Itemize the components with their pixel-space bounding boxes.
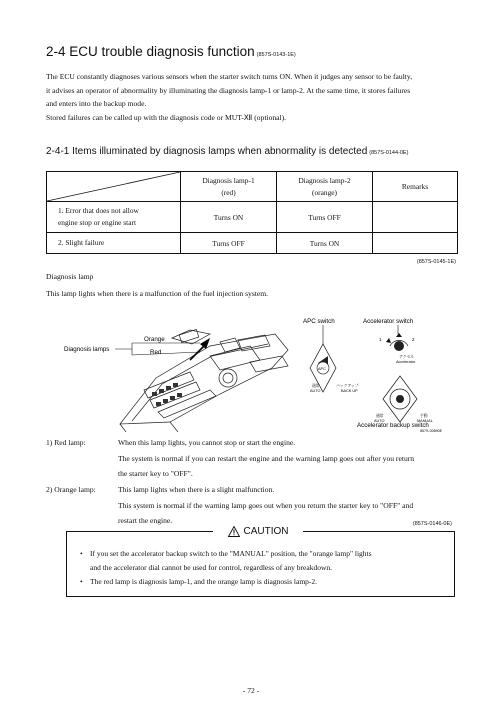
label-acc-1: 1 — [379, 337, 382, 342]
label-diagnosis-lamps: Diagnosis lamps — [64, 346, 110, 353]
label-accelerator-switch: Accelerator switch — [363, 318, 414, 325]
header-lamp1-line2: (red) — [221, 187, 236, 197]
label-backup-switch: Accelerator backup switch — [357, 422, 429, 429]
orange-lamp-line: restart the engine. — [118, 516, 173, 525]
label-auto2-jp: 通常 — [376, 414, 384, 418]
label-acc-2: 2 — [412, 337, 415, 342]
caution-title: CAUTION — [243, 525, 289, 537]
section-title-text: 2-4 ECU trouble diagnosis function — [46, 44, 255, 59]
label-red: Red — [150, 349, 162, 356]
red-lamp-line: The system is normal if you can restart the engine and the warning lamp goes out after you return — [118, 453, 415, 463]
header-lamp1-line1: Diagnosis lamp-1 — [202, 175, 255, 185]
label-orange: Orange — [144, 336, 165, 343]
panel-figure — [60, 316, 460, 432]
caution-item-text: If you set the accelerator backup switch to the "MANUAL" position, the "orange lamp" lights — [90, 549, 372, 558]
row-lamp1: Turns ON — [181, 202, 277, 233]
diagonal-line — [47, 172, 180, 201]
label-manual-jp: 手動 — [420, 414, 428, 418]
label-auto: AUTO — [310, 389, 321, 393]
caution-header — [213, 523, 303, 539]
label-backup: BACK UP — [341, 389, 358, 393]
backup-switch-drawing — [383, 376, 417, 422]
section-code: (857S-0143-1E) — [256, 52, 296, 58]
caution-list — [80, 547, 450, 589]
header-lamp2-line2: (orange) — [311, 187, 338, 197]
caution-item — [80, 547, 450, 575]
label-accel-jp: アクセル — [399, 355, 415, 359]
accelerator-switch-drawing — [386, 333, 408, 351]
panel-switches — [152, 383, 182, 406]
label-backup-jp: バックアップ — [336, 384, 359, 388]
row-remarks — [373, 202, 458, 233]
table-row — [47, 202, 458, 233]
table-corner-cell — [47, 172, 181, 202]
subsection-code: (857S-0144-0E) — [369, 150, 409, 156]
row-item: 2. Slight failure — [47, 233, 181, 254]
table-code: (857S-0145-1E) — [416, 259, 456, 265]
label-auto-jp: 通常 — [312, 384, 320, 388]
row-lamp1: Turns OFF — [181, 233, 277, 254]
lamp-description: This lamp lights when there is a malfunction of the fuel injection system. — [46, 289, 269, 298]
intro-line: The ECU constantly diagnoses various sensors when the starter switch turns ON. When it judges any sensor to be faulty, — [46, 72, 413, 81]
lamp-title: Diagnosis lamp — [46, 272, 94, 281]
label-manual: MANUAL — [417, 419, 433, 423]
caution-item-text: and the accelerator dial cannot be used for control, regardless of any breakdown. — [90, 563, 332, 572]
label-accelerator: Accelerator — [396, 360, 416, 364]
red-lamp-line: the starter key to "OFF". — [118, 469, 193, 478]
row-lamp2: Turns OFF — [277, 202, 373, 233]
intro-line: and enters into the backup mode. — [46, 99, 147, 108]
intro-line: it advises an operator of abnormality by illuminating the diagnosis lamp-1 or lamp-2. At the same time, it stores failures — [46, 85, 411, 95]
leader-red — [132, 352, 200, 355]
subsection-title — [46, 146, 408, 157]
header-lamp2-line1: Diagnosis lamp-2 — [298, 175, 351, 185]
red-lamp-label: 1) Red lamp: — [46, 438, 86, 447]
lamp-pointer-head — [200, 338, 210, 349]
subsection-title-text: 2-4-1 Items illuminated by diagnosis lamps when abnormality is detected — [46, 146, 368, 157]
orange-lamp-label: 2) Orange lamp: — [46, 485, 96, 494]
orange-lamp-line: This system is normal if the warning lamp goes out when you return the starter key to "OFF" and — [118, 500, 414, 510]
row-item-line2: engine stop or engine start — [58, 218, 136, 227]
page-number: - 72 - — [242, 686, 260, 695]
label-apc: APC — [318, 367, 326, 371]
label-auto2: AUTO — [374, 419, 385, 423]
table-row — [47, 233, 458, 254]
table-header-row — [47, 172, 458, 202]
header-lamp2 — [277, 172, 373, 202]
intro-line: Stored failures can be called up with the diagnosis code or MUT-Ⅻ (optional). — [46, 112, 287, 122]
section-title — [46, 44, 296, 59]
diagnosis-table — [46, 171, 458, 254]
caution-item — [80, 575, 450, 589]
row-item-line1: 1. Error that does not allow — [58, 206, 139, 215]
intro-paragraph — [46, 70, 466, 124]
caution-code: (857S-0146-0E) — [412, 521, 452, 527]
red-lamp-line: When this lamp lights, you cannot stop or start the engine. — [118, 438, 296, 447]
red-lamp-text — [118, 435, 466, 482]
warning-icon — [228, 526, 240, 537]
row-remarks — [373, 233, 458, 254]
header-remarks: Remarks — [373, 172, 458, 202]
row-lamp2: Turns ON — [277, 233, 373, 254]
row-item — [47, 202, 181, 233]
figure-code: 857S-00890E — [420, 429, 442, 432]
label-apc-switch: APC switch — [303, 318, 335, 325]
orange-lamp-line: This lamp lights when there is a slight malfunction. — [118, 485, 275, 494]
caution-item-text: The red lamp is diagnosis lamp-1, and the orange lamp is diagnosis lamp-2. — [90, 577, 318, 586]
header-lamp1 — [181, 172, 277, 202]
